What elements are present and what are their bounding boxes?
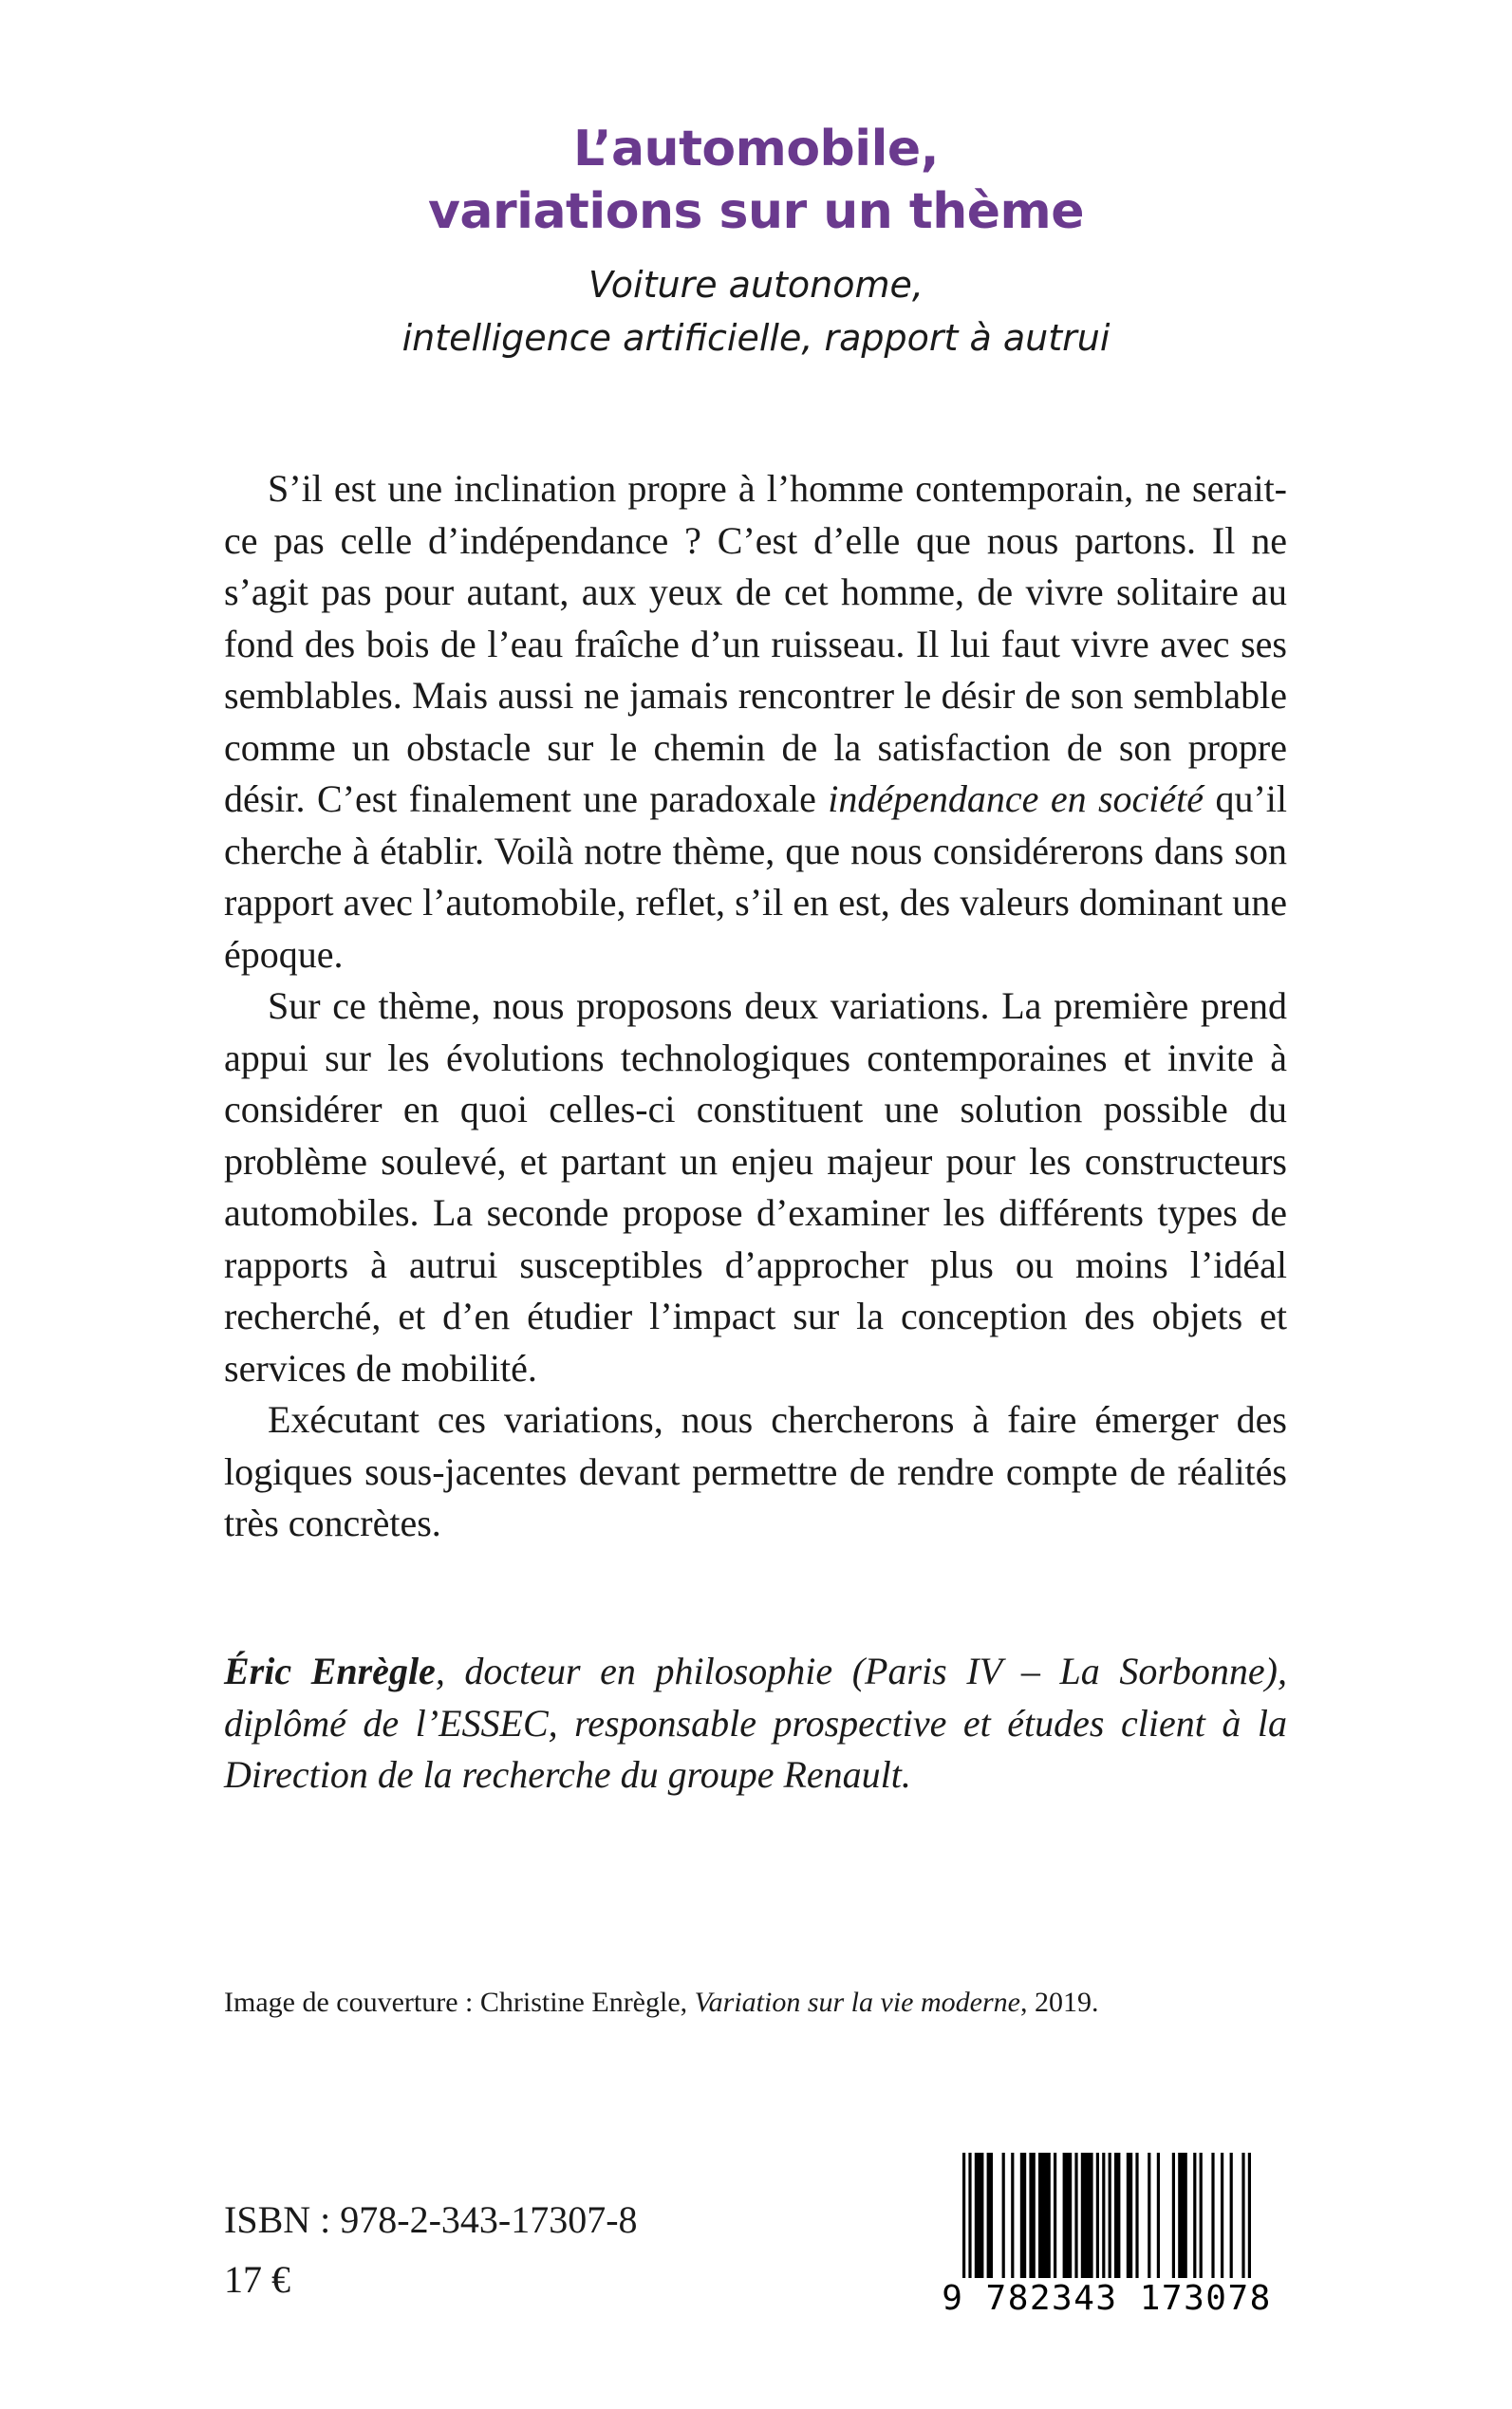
blurb-paragraph-2: Sur ce thème, nous proposons deux variations. La première prend appui sur les évolutions technologiques contemporaines et invite à considérer en quoi celles-ci constituent une solution possible du problème soulevé, et partant un enjeu majeur pour les constructeurs automobiles. La seconde propose d’examiner les différents types de rapports à autrui susceptibles d’approcher plus ou moins l’idéal recherché, et d’en étudier l’impact sur la conception des objets et services de mobilité. xyxy=(224,984,1287,1390)
barcode-bar xyxy=(1193,2153,1196,2280)
barcode-bar xyxy=(968,2153,971,2280)
credit-suffix: , 2019. xyxy=(1019,1987,1099,2018)
blurb-paragraph-3: Exécutant ces variations, nous chercherons à faire émerger des logiques sous-jacentes devant permettre de rendre compte de réalités très concrètes. xyxy=(224,1398,1287,1544)
blurb-paragraph-1 xyxy=(224,463,1287,980)
barcode-bar xyxy=(1002,2153,1005,2280)
cover-image-credit xyxy=(224,1984,1098,2022)
price: 17 € xyxy=(224,2258,290,2301)
barcode xyxy=(940,2153,1274,2324)
barcode-bar xyxy=(1096,2153,1099,2280)
author-description: , docteur en philosophie (Paris IV – La Sorbonne), diplômé de l’ESSEC, responsable prospective et études client à la Direction de la recherche du groupe Renault. xyxy=(224,1650,1287,1796)
book-subtitle-line-2: intelligence artificielle, rapport à autrui xyxy=(401,317,1111,359)
barcode-digits: 9 782343 173078 xyxy=(940,2278,1274,2320)
barcode-bar xyxy=(1029,2153,1035,2280)
barcode-bar xyxy=(1148,2153,1150,2280)
barcode-bar xyxy=(1109,2153,1111,2280)
blurb-paragraph-1-end: qu’il cherche à établir. Voilà notre thème, que nous considérerons dans son rapport avec l’automobile, reflet, s’il en est, des valeurs dominant une époque. xyxy=(224,777,1288,976)
book-title-line-1: L’automobile, xyxy=(573,121,939,177)
barcode-bar xyxy=(1011,2153,1014,2280)
barcode-bars xyxy=(940,2153,1274,2280)
barcode-bar xyxy=(1200,2153,1203,2280)
barcode-bar xyxy=(1211,2153,1214,2280)
barcode-bar xyxy=(975,2153,984,2280)
barcode-bar xyxy=(1230,2153,1233,2280)
author-bio xyxy=(224,1646,1287,1802)
barcode-bar xyxy=(1020,2153,1026,2280)
credit-prefix: Image de couverture : Christine Enrègle, xyxy=(224,1987,695,2018)
barcode-bar xyxy=(1172,2153,1175,2280)
barcode-bar xyxy=(1063,2153,1073,2280)
barcode-bar xyxy=(1248,2153,1251,2280)
author-name: Éric Enrègle xyxy=(224,1650,436,1692)
blurb xyxy=(224,463,1287,1550)
barcode-bar xyxy=(1038,2153,1051,2280)
barcode-bar xyxy=(1074,2153,1077,2280)
blurb-emphasis: indépendance en société xyxy=(828,777,1204,820)
barcode-bar xyxy=(1178,2153,1187,2280)
barcode-bar xyxy=(1157,2153,1160,2280)
book-subtitle-line-1: Voiture autonome, xyxy=(588,264,924,306)
barcode-bar xyxy=(1081,2153,1093,2280)
book-title-line-2: variations sur un thème xyxy=(428,183,1084,240)
barcode-bar xyxy=(987,2153,993,2280)
barcode-bar xyxy=(962,2153,965,2280)
barcode-bar xyxy=(1241,2153,1244,2280)
barcode-bar xyxy=(1114,2153,1120,2280)
isbn: ISBN : 978-2-343-17307-8 xyxy=(224,2198,638,2241)
credit-work-title: Variation sur la vie moderne xyxy=(694,1987,1020,2018)
barcode-bar xyxy=(1127,2153,1132,2280)
blurb-paragraph-1-start: S’il est une inclination propre à l’homme contemporain, ne serait-ce pas celle d’indépendance ? C’est d’elle que nous partons. Il ne s’agit pas pour autant, aux yeux de cet homme, de vivre solitaire au fond des bois de l’eau fraîche d’un ruisseau. Il lui faut vivre avec ses semblables. Mais aussi ne jamais rencontrer le désir de son semblable comme un obstacle sur le chemin de la satisfaction de son propre désir. C’est finalement une paradoxale xyxy=(224,467,1287,820)
barcode-bar xyxy=(1102,2153,1105,2280)
barcode-bar xyxy=(1135,2153,1138,2280)
barcode-bar xyxy=(1054,2153,1056,2280)
barcode-bar xyxy=(1221,2153,1223,2280)
